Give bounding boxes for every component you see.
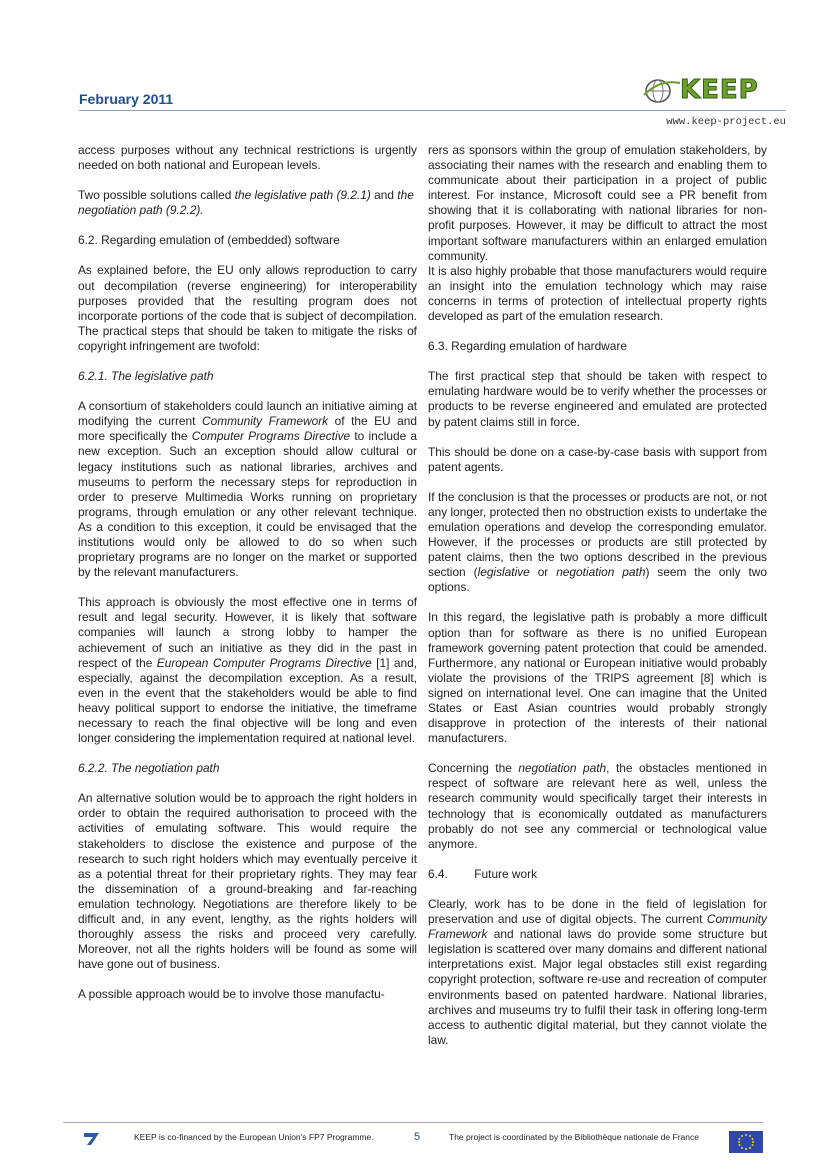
paragraph: This should be done on a case-by-case basis with support from patent agents. xyxy=(428,444,767,474)
paragraph: This approach is obviously the most effective one in terms of result and legal security. However, it is likely that software companies will launch a strong lobby to hamper the achievement of such an initiative as they did in the past in respect of the European Computer Programs Directive [1] and, especially, against the decompilation exception. As a result, even in the event that the stakeholders would be able to find heavy political support to endorse the initiative, the timeframe necessary to reach the final objective will be long and even longer considering the implementation required at national level. xyxy=(78,595,417,746)
section-heading-6-3: 6.3. Regarding emulation of hardware xyxy=(428,339,627,354)
paragraph: In this regard, the legislative path is probably a more difficult option than for software as there is no unified European framework governing patent protection that could be amended. Furthermore, any national or European initiative would probably violate the provisions of the TRIPS agreement [8] which is signed on international level. One can imagine that the United States or East Asian countries would probably strongly disapprove in protection of the interests of their national manufacturers. xyxy=(428,610,767,746)
section-heading-6-2-2: 6.2.2. The negotiation path xyxy=(78,761,220,776)
logo-text: KEEP xyxy=(680,75,759,105)
paragraph: If the conclusion is that the processes or products are not, or not any longer, protected then no obstruction exists to undertake the emulation operations and develop the corresponding emulator. However, if the processes or products are still protected by patent claims, then the two options described in the previous section (legislative or negotiation path) seem the only two options. xyxy=(428,489,767,595)
header-rule xyxy=(79,110,786,111)
paragraph: As explained before, the EU only allows reproduction to carry out decompilation (reverse engineering) for interoperability purposes provided that the resulting program does not incorporate portions of the code that is subject of decompilation. The practical steps that should be taken to mitigate the risks of copyright infringement are twofold: xyxy=(78,263,417,353)
paragraph: An alternative solution would be to approach the right holders in order to obtain the required authorisation to proceed with the activities of emulating software. This would require the stakeholders to disclose the existence and purpose of the research to such right holders which may eventually perceive it as a potential threat for their proprietary rights. They may fear the dissemination of a ground-breaking and far-reaching emulation technology. Negotiations are therefore likely to be difficult and, in any event, lengthy, as the rights holders will thoroughly assess the risks and proceed very carefully. Moreover, not all the rights holders will be found as some will have gone out of business. xyxy=(78,791,417,972)
footer-coordination-text: The project is coordinated by the Bibliothèque nationale de France xyxy=(449,1132,699,1142)
fp7-logo-icon xyxy=(81,1130,103,1148)
eu-flag-icon xyxy=(729,1131,763,1153)
footer-rule xyxy=(63,1122,763,1123)
keep-logo xyxy=(642,75,788,105)
page-number: 5 xyxy=(414,1131,421,1143)
paragraph: Concerning the negotiation path, the obstacles mentioned in respect of software are relevant here as well, unless the research community would specifically target their interests in technology that is economically outdated as manufacturers probably do not see any commercial or technological value anymore. xyxy=(428,761,767,851)
paragraph: access purposes without any technical restrictions is urgently needed on both national and European levels. xyxy=(78,143,417,173)
right-column xyxy=(428,143,767,1063)
paragraph: rers as sponsors within the group of emulation stakeholders, by associating their names with the research and enabling them to communicate about their participation in a project of public interest. For instance, Microsoft could see a PR benefit from showing that it is collaborating with national libraries for non-profit purposes. However, it may be difficult to attract the most important software manufacturers within an enlarged emulation community. xyxy=(428,143,767,263)
paragraph: A possible approach would be to involve those manufactu- xyxy=(78,987,385,1002)
section-heading-6-2-1: 6.2.1. The legislative path xyxy=(78,369,214,384)
header-date: February 2011 xyxy=(79,91,174,107)
section-heading-6-4: 6.4. Future work xyxy=(428,866,538,881)
footer-funding-text: KEEP is co-financed by the European Union's FP7 Programme. xyxy=(134,1132,374,1142)
paragraph: The first practical step that should be taken with respect to emulating hardware would be to verify whether the processes or products to be reverse engineered and emulated are protected by patent claims still in force. xyxy=(428,369,767,429)
paragraph: Clearly, work has to be done in the field of legislation for preservation and use of digital objects. The current Community Framework and national laws do provide some structure but legislation is scattered over many domains and different national interpretations exist. Major legal obstacles still exist regarding copyright protection, software re-use and recreation of computer environments based on patented hardware. National libraries, archives and museums try to fulfil their task in offering long-term access to authentic digital material, but they cannot violate the law. xyxy=(428,896,767,1047)
project-url[interactable]: www.keep-project.eu xyxy=(666,116,786,128)
globe-icon xyxy=(642,75,682,105)
paragraph: A consortium of stakeholders could launch an initiative aiming at modifying the current Community Framework of the EU and more specifically the Computer Programs Directive to include a new exception. Such an exception should allow cultural or legacy institutions such as national libraries, archives and museums to perform the necessary steps for reproduction in order to preserve Multimedia Works running on proprietary programs, through emulation or any other relevant technique. As a condition to this exception, it could be envisaged that the institutions would only be allowed to do so when such proprietary programs are no longer on the market or supported by the relevant manufacturers. xyxy=(78,399,418,580)
paragraph: Two possible solutions called the legislative path (9.2.1) and the negotiation path (9.2.2). xyxy=(78,188,414,218)
section-heading-6-2: 6.2. Regarding emulation of (embedded) software xyxy=(78,233,340,248)
paragraph: It is also highly probable that those manufacturers would require an insight into the emulation technology which may raise concerns in terms of protection of intellectual property rights developed as part of the emulation research. xyxy=(428,263,767,324)
left-column xyxy=(78,143,417,1018)
